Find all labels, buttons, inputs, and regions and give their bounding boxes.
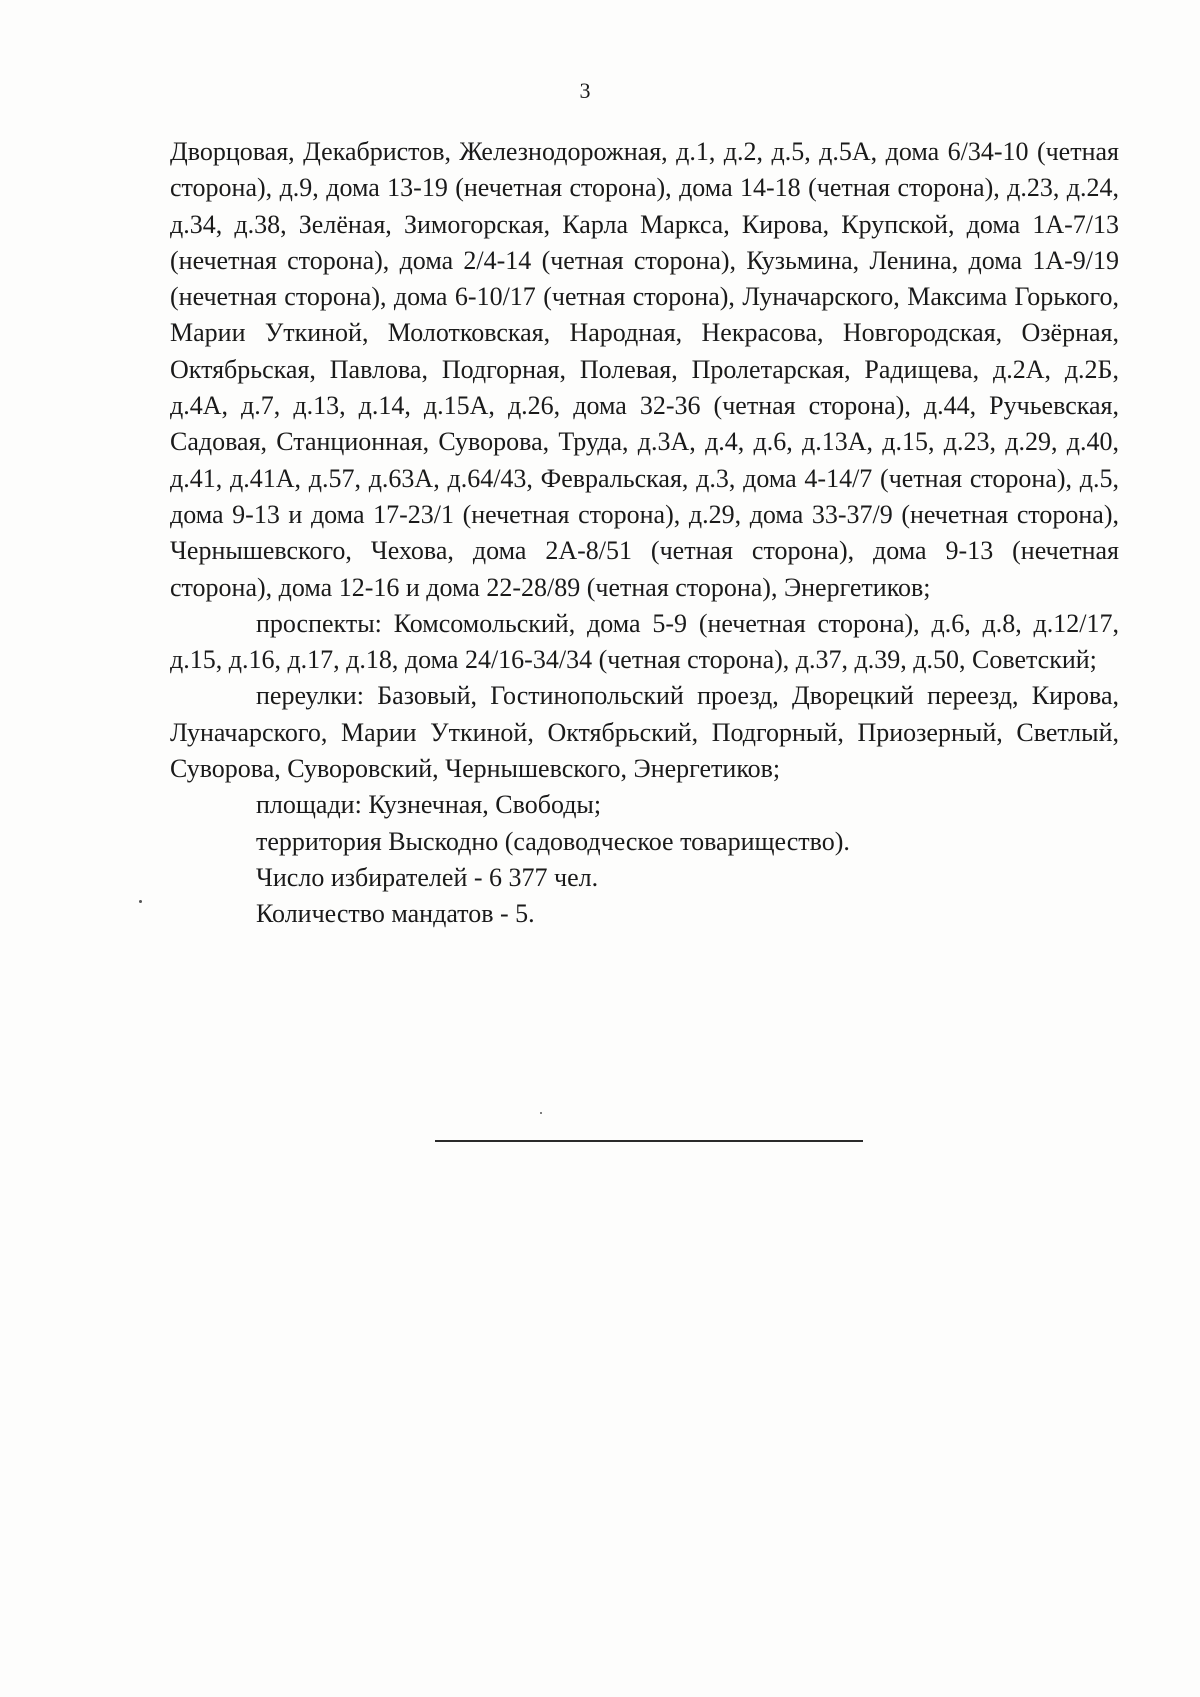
document-body xyxy=(170,134,1119,933)
avenues-paragraph: проспекты: Комсомольский, дома 5-9 (нечетная сторона), д.6, д.8, д.12/17, д.15, д.16, д.17, д.18, дома 24/16-34/34 (четная сторона), д.37, д.39, д.50, Советский; xyxy=(170,608,1119,675)
page-number: 3 xyxy=(579,78,591,103)
scan-speck xyxy=(139,900,142,903)
territory-line: территория Выскодно (садоводческое товарищество). xyxy=(256,826,850,856)
end-divider-line xyxy=(435,1140,863,1142)
streets-paragraph: Дворцовая, Декабристов, Железнодорожная, д.1, д.2, д.5, д.5А, дома 6/34-10 (четная сторона), д.9, дома 13-19 (нечетная сторона), дома 14-18 (четная сторона), д.23, д.24, д.34, д.38, Зелёная, Зимогорская, Карла Маркса, Кирова, Крупской, дома 1А-7/13 (нечетная сторона), дома 2/4-14 (четная сторона), Кузьмина, Ленина, дома 1А-9/19 (нечетная сторона), дома 6-10/17 (четная сторона), Луначарского, Максима Горького, Марии Уткиной, Молотковская, Народная, Некрасова, Новгородская, Озёрная, Октябрьская, Павлова, Подгорная, Полевая, Пролетарская, Радищева, д.2А, д.2Б, д.4А, д.7, д.13, д.14, д.15А, д.26, дома 32-36 (четная сторона), д.44, Ручьевская, Садовая, Станционная, Суворова, Труда, д.3А, д.4, д.6, д.13А, д.15, д.23, д.29, д.40, д.41, д.41А, д.57, д.63А, д.64/43, Февральская, д.3, дома 4-14/7 (четная сторона), д.5, дома 9-13 и дома 17-23/1 (нечетная сторона), д.29, дома 33-37/9 (нечетная сторона), Чернышевского, Чехова, дома 2А-8/51 (четная сторона), дома 9-13 (нечетная сторона), дома 12-16 и дома 22-28/89 (четная сторона), Энергетиков; xyxy=(170,137,1119,602)
voters-line: Число избирателей - 6 377 чел. xyxy=(256,862,599,892)
mandates-line: Количество мандатов - 5. xyxy=(256,899,535,929)
squares-line: площади: Кузнечная, Свободы; xyxy=(256,790,602,820)
lanes-paragraph: переулки: Базовый, Гостинопольский проезд, Дворецкий переезд, Кирова, Луначарского, Марии Уткиной, Октябрьский, Подгорный, Приозерный, Светлый, Суворова, Суворовский, Чернышевского, Энергетиков; xyxy=(170,681,1119,784)
scan-speck xyxy=(540,1112,542,1114)
